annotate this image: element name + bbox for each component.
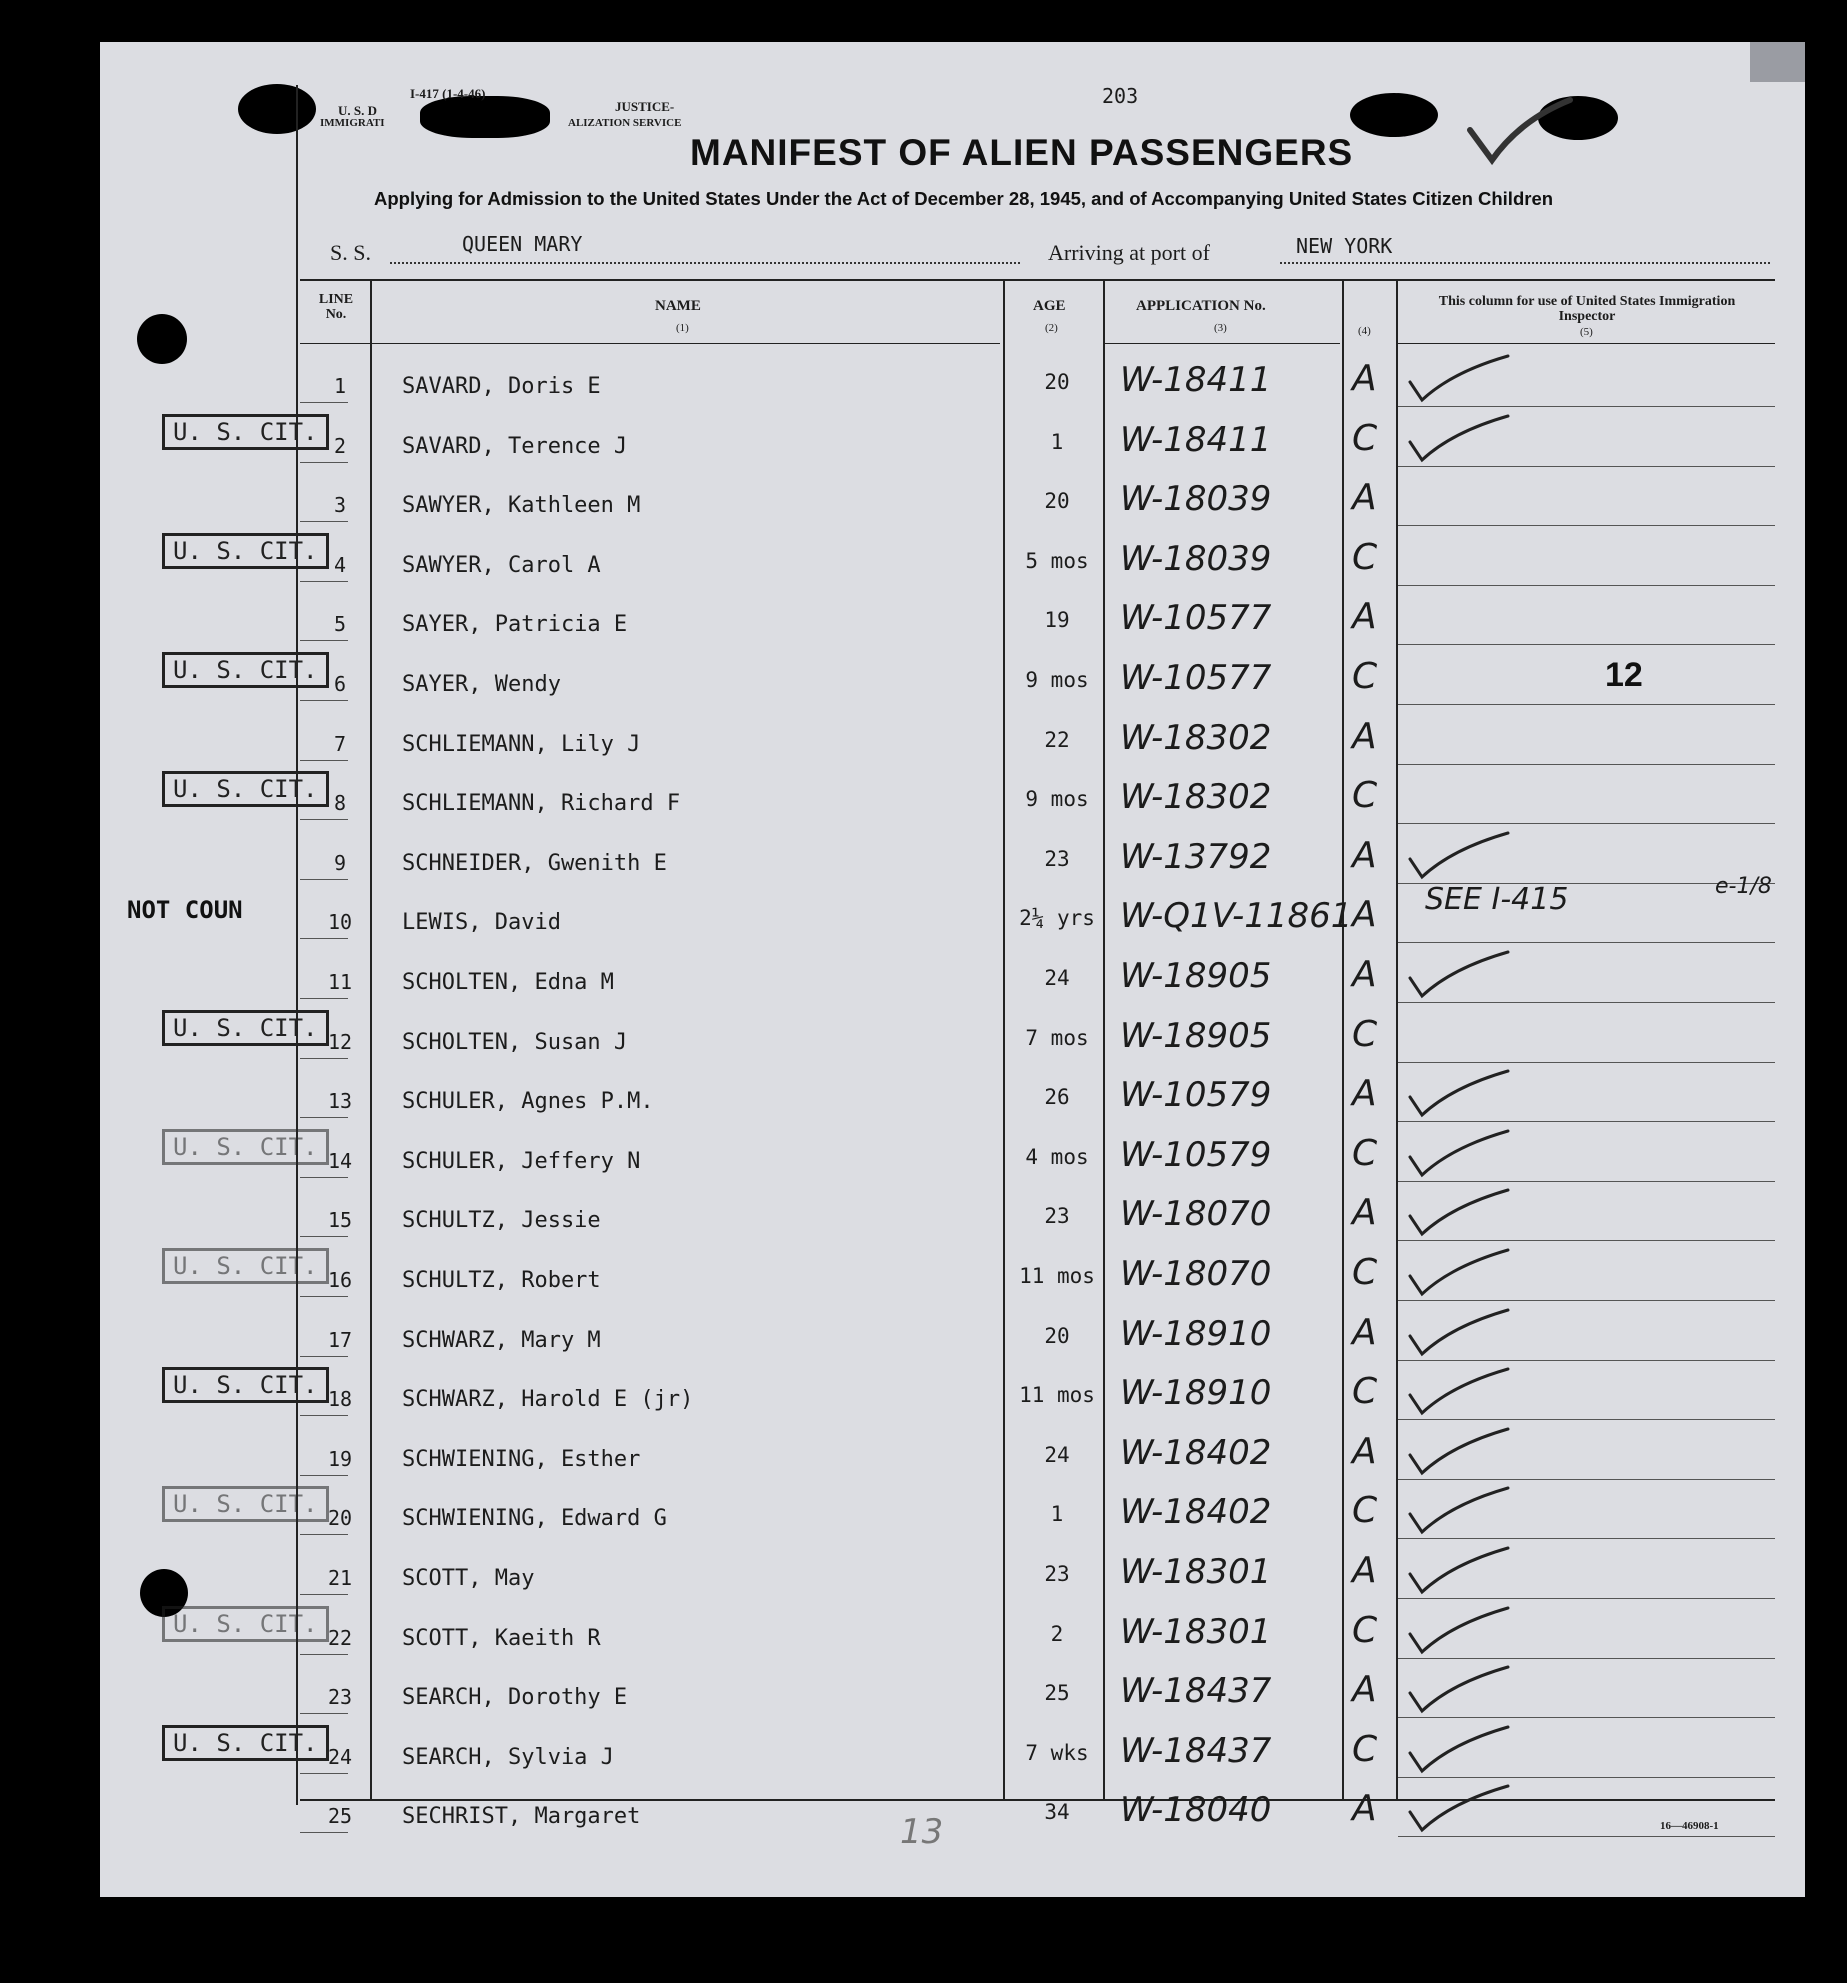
row-rule	[300, 1773, 348, 1774]
row-class: A	[1352, 1312, 1377, 1353]
check-icon	[1404, 1721, 1514, 1781]
row-rule	[300, 819, 348, 820]
us-citizen-stamp: U. S. CIT.	[162, 533, 329, 569]
row-rule	[300, 1832, 348, 1833]
row-application-number: W-18402	[1120, 1433, 1272, 1473]
row-application-number: W-18302	[1120, 718, 1272, 758]
port-name: NEW YORK	[1296, 234, 1393, 258]
row-rule	[300, 938, 348, 939]
row-age: 20	[1044, 489, 1070, 513]
us-citizen-stamp: U. S. CIT.	[162, 1129, 329, 1165]
port-label: Arriving at port of	[1048, 240, 1210, 265]
row-line-number: 14	[327, 1149, 353, 1173]
row-line-number: 18	[327, 1387, 353, 1411]
row-rule	[1398, 644, 1775, 645]
col-header-line-no: LINE No.	[318, 292, 354, 322]
row-rule	[300, 521, 348, 522]
row-class: C	[1352, 656, 1378, 697]
redaction-mark	[238, 84, 316, 134]
col-header-name-num: (1)	[676, 322, 689, 334]
col-header-application-num: (3)	[1214, 322, 1227, 334]
form-number: I-417 (1-4-46)	[410, 86, 486, 101]
row-line-number: 15	[327, 1208, 353, 1232]
bottom-count: 13	[900, 1812, 944, 1852]
row-name: SCHWIENING, Esther	[402, 1447, 641, 1472]
check-icon	[1404, 1184, 1514, 1244]
row-class: C	[1352, 1729, 1378, 1770]
row-age: 25	[1044, 1681, 1070, 1705]
row-rule	[1398, 942, 1775, 943]
row-name: SAYER, Wendy	[402, 672, 561, 697]
row-application-number: W-18910	[1120, 1373, 1272, 1413]
row-class: C	[1352, 1490, 1378, 1531]
row-application-number: W-13792	[1120, 837, 1272, 877]
row-application-number: W-18437	[1120, 1731, 1272, 1771]
row-line-number: 1	[333, 374, 347, 398]
row-name: SCOTT, Kaeith R	[402, 1626, 601, 1651]
row-line-number: 20	[327, 1506, 353, 1530]
service-left: IMMIGRATI	[320, 117, 385, 129]
row-age: 11 mos	[1019, 1383, 1095, 1407]
row-class: A	[1352, 477, 1377, 518]
row-age: 5 mos	[1025, 549, 1089, 573]
row-age: 1	[1050, 430, 1064, 454]
row-rule	[300, 581, 348, 582]
row-age: 23	[1044, 1562, 1070, 1586]
col-header-application: APPLICATION No.	[1136, 298, 1266, 314]
row-class: A	[1352, 894, 1377, 935]
row-application-number: W-18301	[1120, 1612, 1272, 1652]
see-note-ref: e-1/8	[1715, 874, 1772, 899]
row-age: 23	[1044, 1204, 1070, 1228]
check-icon	[1404, 1780, 1514, 1840]
port-line	[1280, 262, 1770, 264]
passenger-count: 12	[1605, 656, 1643, 694]
us-citizen-stamp: U. S. CIT.	[162, 1248, 329, 1284]
manifest-title: MANIFEST OF ALIEN PASSENGERS	[690, 132, 1354, 173]
row-name: SCHULTZ, Robert	[402, 1268, 601, 1293]
us-citizen-stamp: U. S. CIT.	[162, 652, 329, 688]
row-line-number: 10	[327, 910, 353, 934]
punch-hole	[137, 314, 187, 364]
row-name: SCHULER, Jeffery N	[402, 1149, 641, 1174]
row-application-number: W-18302	[1120, 777, 1272, 817]
row-line-number: 4	[333, 553, 347, 577]
row-name: SCHWARZ, Mary M	[402, 1328, 601, 1353]
row-application-number: W-18039	[1120, 479, 1272, 519]
us-citizen-stamp: U. S. CIT.	[162, 1486, 329, 1522]
manifest-subtitle: Applying for Admission to the United States Under the Act of December 28, 1945, and of Accompanying United States Citizen Children	[374, 188, 1554, 209]
row-name: SCHULTZ, Jessie	[402, 1208, 601, 1233]
row-application-number: W-18411	[1120, 360, 1272, 400]
row-class: A	[1352, 1192, 1377, 1233]
page-number: 203	[1102, 84, 1139, 108]
redaction-mark	[1350, 93, 1438, 137]
check-icon	[1404, 946, 1514, 1006]
row-rule	[300, 640, 348, 641]
col-header-age-num: (2)	[1045, 322, 1058, 334]
row-line-number: 7	[333, 732, 347, 756]
row-application-number: W-10577	[1120, 598, 1272, 638]
row-rule	[300, 1654, 348, 1655]
row-rule	[300, 1296, 348, 1297]
row-rule	[300, 1117, 348, 1118]
us-citizen-stamp: U. S. CIT.	[162, 1367, 329, 1403]
us-citizen-stamp: U. S. CIT.	[162, 1010, 329, 1046]
department-label: U. S. D	[338, 103, 378, 118]
row-name: SCHNEIDER, Gwenith E	[402, 851, 667, 876]
row-rule	[300, 700, 348, 701]
row-class: C	[1352, 418, 1378, 459]
check-icon	[1404, 1661, 1514, 1721]
row-rule	[300, 402, 348, 403]
row-application-number: W-18070	[1120, 1194, 1272, 1234]
col-header-name: NAME	[655, 298, 701, 314]
row-rule	[300, 1236, 348, 1237]
redaction-mark	[420, 96, 550, 138]
form-code: 16—46908-1	[1660, 1820, 1719, 1832]
row-line-number: 5	[333, 612, 347, 636]
row-line-number: 11	[327, 970, 353, 994]
row-application-number: W-18402	[1120, 1492, 1272, 1532]
row-age: 24	[1044, 1443, 1070, 1467]
row-class: C	[1352, 1371, 1378, 1412]
row-class: C	[1352, 537, 1378, 578]
row-age: 26	[1044, 1085, 1070, 1109]
col-header-inspector-num: (5)	[1580, 326, 1593, 338]
ship-line	[390, 262, 1020, 264]
row-rule	[300, 1177, 348, 1178]
row-line-number: 16	[327, 1268, 353, 1292]
row-rule	[1398, 704, 1775, 705]
row-line-number: 23	[327, 1685, 353, 1709]
row-age: 9 mos	[1025, 668, 1089, 692]
row-name: SCHWIENING, Edward G	[402, 1506, 667, 1531]
row-class: A	[1352, 1788, 1377, 1829]
row-rule	[1398, 823, 1775, 824]
check-icon	[1404, 1542, 1514, 1602]
row-name: SEARCH, Sylvia J	[402, 1745, 614, 1770]
row-class: C	[1352, 775, 1378, 816]
row-name: SEARCH, Dorothy E	[402, 1685, 628, 1710]
row-name: SAVARD, Terence J	[402, 434, 628, 459]
row-application-number: W-18905	[1120, 956, 1272, 996]
row-age: 20	[1044, 370, 1070, 394]
row-rule	[300, 1058, 348, 1059]
row-name: SCHLIEMANN, Lily J	[402, 732, 641, 757]
row-age: 24	[1044, 966, 1070, 990]
row-rule	[300, 879, 348, 880]
check-icon	[1404, 1065, 1514, 1125]
row-name: SCHWARZ, Harold E (jr)	[402, 1387, 694, 1412]
row-class: A	[1352, 596, 1377, 637]
row-line-number: 2	[333, 434, 347, 458]
row-age: 4 mos	[1025, 1145, 1089, 1169]
row-name: SAVARD, Doris E	[402, 374, 601, 399]
col-header-4: (4)	[1358, 325, 1371, 337]
row-rule	[300, 1713, 348, 1714]
row-rule	[300, 462, 348, 463]
header-check-icon	[1460, 90, 1580, 170]
row-name: SAYER, Patricia E	[402, 612, 628, 637]
row-application-number: W-18039	[1120, 539, 1272, 579]
row-name: SECHRIST, Margaret	[402, 1804, 641, 1829]
check-icon	[1404, 1363, 1514, 1423]
check-icon	[1404, 1125, 1514, 1185]
row-age: 22	[1044, 728, 1070, 752]
row-rule	[1398, 525, 1775, 526]
row-line-number: 24	[327, 1745, 353, 1769]
margin-rule	[296, 85, 298, 1805]
check-icon	[1404, 1423, 1514, 1483]
row-line-number: 21	[327, 1566, 353, 1590]
row-age: 7 wks	[1025, 1741, 1089, 1765]
row-class: A	[1352, 1550, 1377, 1591]
table-top-rule	[300, 279, 1775, 281]
us-citizen-stamp: U. S. CIT.	[162, 414, 329, 450]
row-class: A	[1352, 1669, 1377, 1710]
row-age: 11 mos	[1019, 1264, 1095, 1288]
col-header-age: AGE	[1033, 298, 1066, 314]
row-class: A	[1352, 716, 1377, 757]
us-citizen-stamp: U. S. CIT.	[162, 1606, 329, 1642]
row-line-number: 6	[333, 672, 347, 696]
row-application-number: W-18910	[1120, 1314, 1272, 1354]
check-icon	[1404, 1482, 1514, 1542]
row-name: SCHOLTEN, Edna M	[402, 970, 614, 995]
row-rule	[300, 1415, 348, 1416]
row-age: 2¼ yrs	[1019, 906, 1095, 930]
row-age: 20	[1044, 1324, 1070, 1348]
row-line-number: 12	[327, 1030, 353, 1054]
row-application-number: W-18301	[1120, 1552, 1272, 1592]
row-class: A	[1352, 954, 1377, 995]
row-line-number: 25	[327, 1804, 353, 1828]
row-class: C	[1352, 1133, 1378, 1174]
check-icon	[1404, 1244, 1514, 1304]
check-icon	[1404, 410, 1514, 470]
row-name: SCOTT, May	[402, 1566, 535, 1591]
row-line-number: 9	[333, 851, 347, 875]
row-class: A	[1352, 358, 1377, 399]
row-age: 9 mos	[1025, 787, 1089, 811]
row-age: 34	[1044, 1800, 1070, 1824]
row-application-number: W-18437	[1120, 1671, 1272, 1711]
row-class: C	[1352, 1014, 1378, 1055]
check-icon	[1404, 350, 1514, 410]
us-citizen-stamp: U. S. CIT.	[162, 771, 329, 807]
header-rule	[1105, 343, 1340, 344]
ship-name: QUEEN MARY	[462, 232, 583, 256]
row-rule	[1398, 764, 1775, 765]
row-application-number: W-18070	[1120, 1254, 1272, 1294]
col-header-inspector: This column for use of United States Immigration Inspector	[1438, 294, 1736, 324]
check-icon	[1404, 1304, 1514, 1364]
row-line-number: 17	[327, 1328, 353, 1352]
row-application-number: W-18040	[1120, 1790, 1272, 1830]
row-rule	[300, 1534, 348, 1535]
row-age: 2	[1050, 1622, 1064, 1646]
see-note: SEE I-415	[1425, 882, 1569, 917]
row-line-number: 22	[327, 1626, 353, 1650]
row-rule	[1398, 1062, 1775, 1063]
row-age: 7 mos	[1025, 1026, 1089, 1050]
row-class: C	[1352, 1252, 1378, 1293]
row-name: SAWYER, Kathleen M	[402, 493, 641, 518]
ship-label: S. S.	[330, 240, 371, 265]
row-line-number: 3	[333, 493, 347, 517]
service-right: ALIZATION SERVICE	[568, 117, 682, 129]
row-name: SCHOLTEN, Susan J	[402, 1030, 628, 1055]
row-application-number: W-10579	[1120, 1135, 1272, 1175]
check-icon	[1404, 1602, 1514, 1662]
not-counted-stamp: NOT COUN	[127, 896, 243, 924]
row-age: 19	[1044, 608, 1070, 632]
department-tail: JUSTICE-	[615, 99, 675, 114]
row-application-number: W-18411	[1120, 420, 1272, 460]
row-application-number: W-Q1V-11861	[1120, 896, 1353, 936]
check-icon	[1404, 827, 1514, 887]
row-class: A	[1352, 835, 1377, 876]
row-age: 23	[1044, 847, 1070, 871]
row-class: A	[1352, 1073, 1377, 1114]
row-class: A	[1352, 1431, 1377, 1472]
row-rule	[1398, 585, 1775, 586]
row-line-number: 8	[333, 791, 347, 815]
row-name: SAWYER, Carol A	[402, 553, 601, 578]
row-rule	[300, 1475, 348, 1476]
header-rule	[1398, 343, 1775, 344]
row-rule	[300, 1594, 348, 1595]
us-citizen-stamp: U. S. CIT.	[162, 1725, 329, 1761]
row-class: C	[1352, 1610, 1378, 1651]
row-name: SCHLIEMANN, Richard F	[402, 791, 681, 816]
row-line-number: 13	[327, 1089, 353, 1113]
row-application-number: W-10579	[1120, 1075, 1272, 1115]
row-line-number: 19	[327, 1447, 353, 1471]
header-rule	[300, 343, 1000, 344]
row-rule	[300, 760, 348, 761]
row-rule	[300, 998, 348, 999]
row-rule	[300, 1356, 348, 1357]
row-name: LEWIS, David	[402, 910, 561, 935]
row-name: SCHULER, Agnes P.M.	[402, 1089, 654, 1114]
row-application-number: W-10577	[1120, 658, 1272, 698]
page-corner	[1750, 42, 1805, 82]
row-age: 1	[1050, 1502, 1064, 1526]
row-application-number: W-18905	[1120, 1016, 1272, 1056]
